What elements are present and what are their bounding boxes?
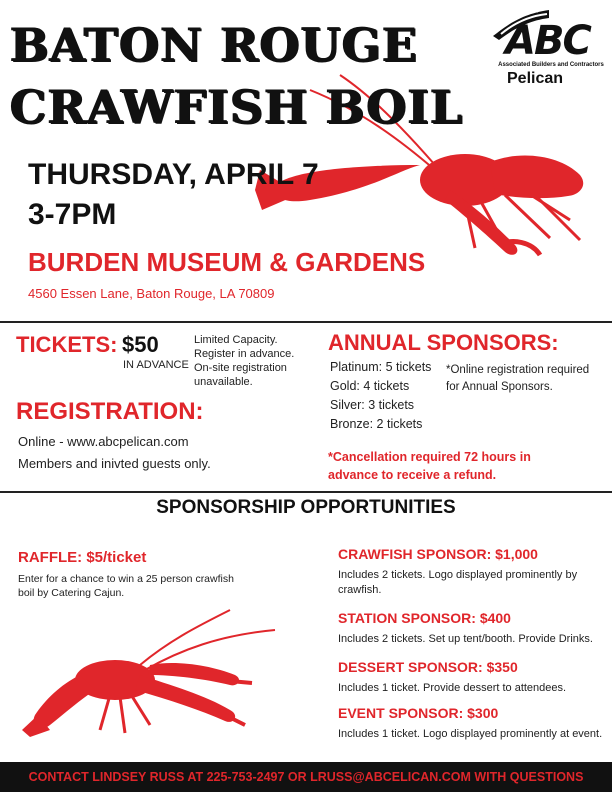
contact-text: CONTACT LINDSEY RUSS AT 225-753-2497 OR LRUSS@ABCELICAN.COM WITH QUESTIONS	[28, 770, 584, 784]
logo-abbr: ABC	[505, 18, 590, 64]
sponsor-desc-crawfish	[338, 568, 608, 598]
annual-tier: Gold: 4 tickets	[330, 379, 410, 393]
tickets-label: TICKETS:	[16, 332, 118, 357]
tickets-price-note: IN ADVANCE	[123, 359, 189, 371]
sponsor-title-dessert: DESSERT SPONSOR: $350	[338, 659, 518, 675]
sponsor-desc-event	[338, 727, 608, 742]
sponsor-desc-line: crawfish.	[338, 584, 382, 596]
sponsor-desc-line: Includes 2 tickets. Logo displayed prominently by	[338, 569, 578, 581]
cancellation-line: *Cancellation required 72 hours in	[328, 450, 531, 464]
annual-sponsors-label: ANNUAL SPONSORS:	[328, 330, 559, 355]
crawfish-icon	[20, 605, 290, 740]
sponsor-desc-line: Includes 1 ticket. Logo displayed prominently at event.	[338, 728, 603, 740]
abc-logo	[485, 4, 607, 94]
tickets-note-line: unavailable.	[194, 376, 253, 388]
contact-footer	[0, 762, 612, 792]
raffle-desc-line: Enter for a chance to win a 25 person crawfish	[18, 573, 234, 585]
annual-note-line: for Annual Sponsors.	[446, 381, 553, 393]
registration-line-1: Online - www.abcpelican.com	[18, 434, 189, 449]
title-line-1: BATON ROUGE	[10, 18, 419, 72]
registration-line-2: Members and inivted guests only.	[18, 456, 211, 471]
tickets-price: $50	[122, 332, 159, 357]
tickets-notes	[194, 333, 304, 389]
annual-note-line: *Online registration required	[446, 364, 590, 376]
annual-tiers	[330, 358, 431, 434]
divider-middle	[0, 491, 612, 493]
sponsorship-heading: SPONSORSHIP OPPORTUNITIES	[156, 497, 456, 518]
sponsor-desc-station	[338, 632, 608, 647]
registration-label: REGISTRATION:	[16, 398, 204, 425]
venue-name: BURDEN MUSEUM & GARDENS	[28, 247, 426, 277]
tickets-note-line: Register in advance.	[194, 348, 295, 360]
sponsor-desc-line: Includes 1 ticket. Provide dessert to attendees.	[338, 682, 567, 694]
sponsor-desc-line: Includes 2 tickets. Set up tent/booth. Provide Drinks.	[338, 633, 593, 645]
raffle-label: RAFFLE: $5/ticket	[18, 549, 147, 566]
annual-tier: Bronze: 2 tickets	[330, 417, 423, 431]
tickets-note-line: Limited Capacity.	[194, 334, 278, 346]
event-date: THURSDAY, APRIL 7	[28, 158, 319, 191]
cancellation-note	[328, 448, 531, 484]
sponsor-desc-dessert	[338, 681, 608, 696]
raffle-desc-line: boil by Catering Cajun.	[18, 587, 125, 599]
venue-address: 4560 Essen Lane, Baton Rouge, LA 70809	[28, 286, 275, 301]
divider-top	[0, 321, 612, 323]
sponsor-title-event: EVENT SPONSOR: $300	[338, 705, 499, 721]
sponsor-title-crawfish: CRAWFISH SPONSOR: $1,000	[338, 546, 538, 562]
raffle-desc	[18, 572, 234, 600]
sponsor-title-station: STATION SPONSOR: $400	[338, 610, 511, 626]
title-line-2: CRAWFISH BOIL	[10, 80, 464, 134]
logo-tagline: Associated Builders and Contractors	[498, 62, 604, 68]
annual-tier: Silver: 3 tickets	[330, 398, 415, 412]
event-time: 3-7PM	[28, 198, 117, 231]
logo-chapter: Pelican	[507, 70, 564, 87]
tickets-note-line: On-site registration	[194, 362, 287, 374]
cancellation-line: advance to receive a refund.	[328, 468, 497, 482]
annual-tier: Platinum: 5 tickets	[330, 360, 432, 374]
annual-note	[446, 362, 589, 396]
